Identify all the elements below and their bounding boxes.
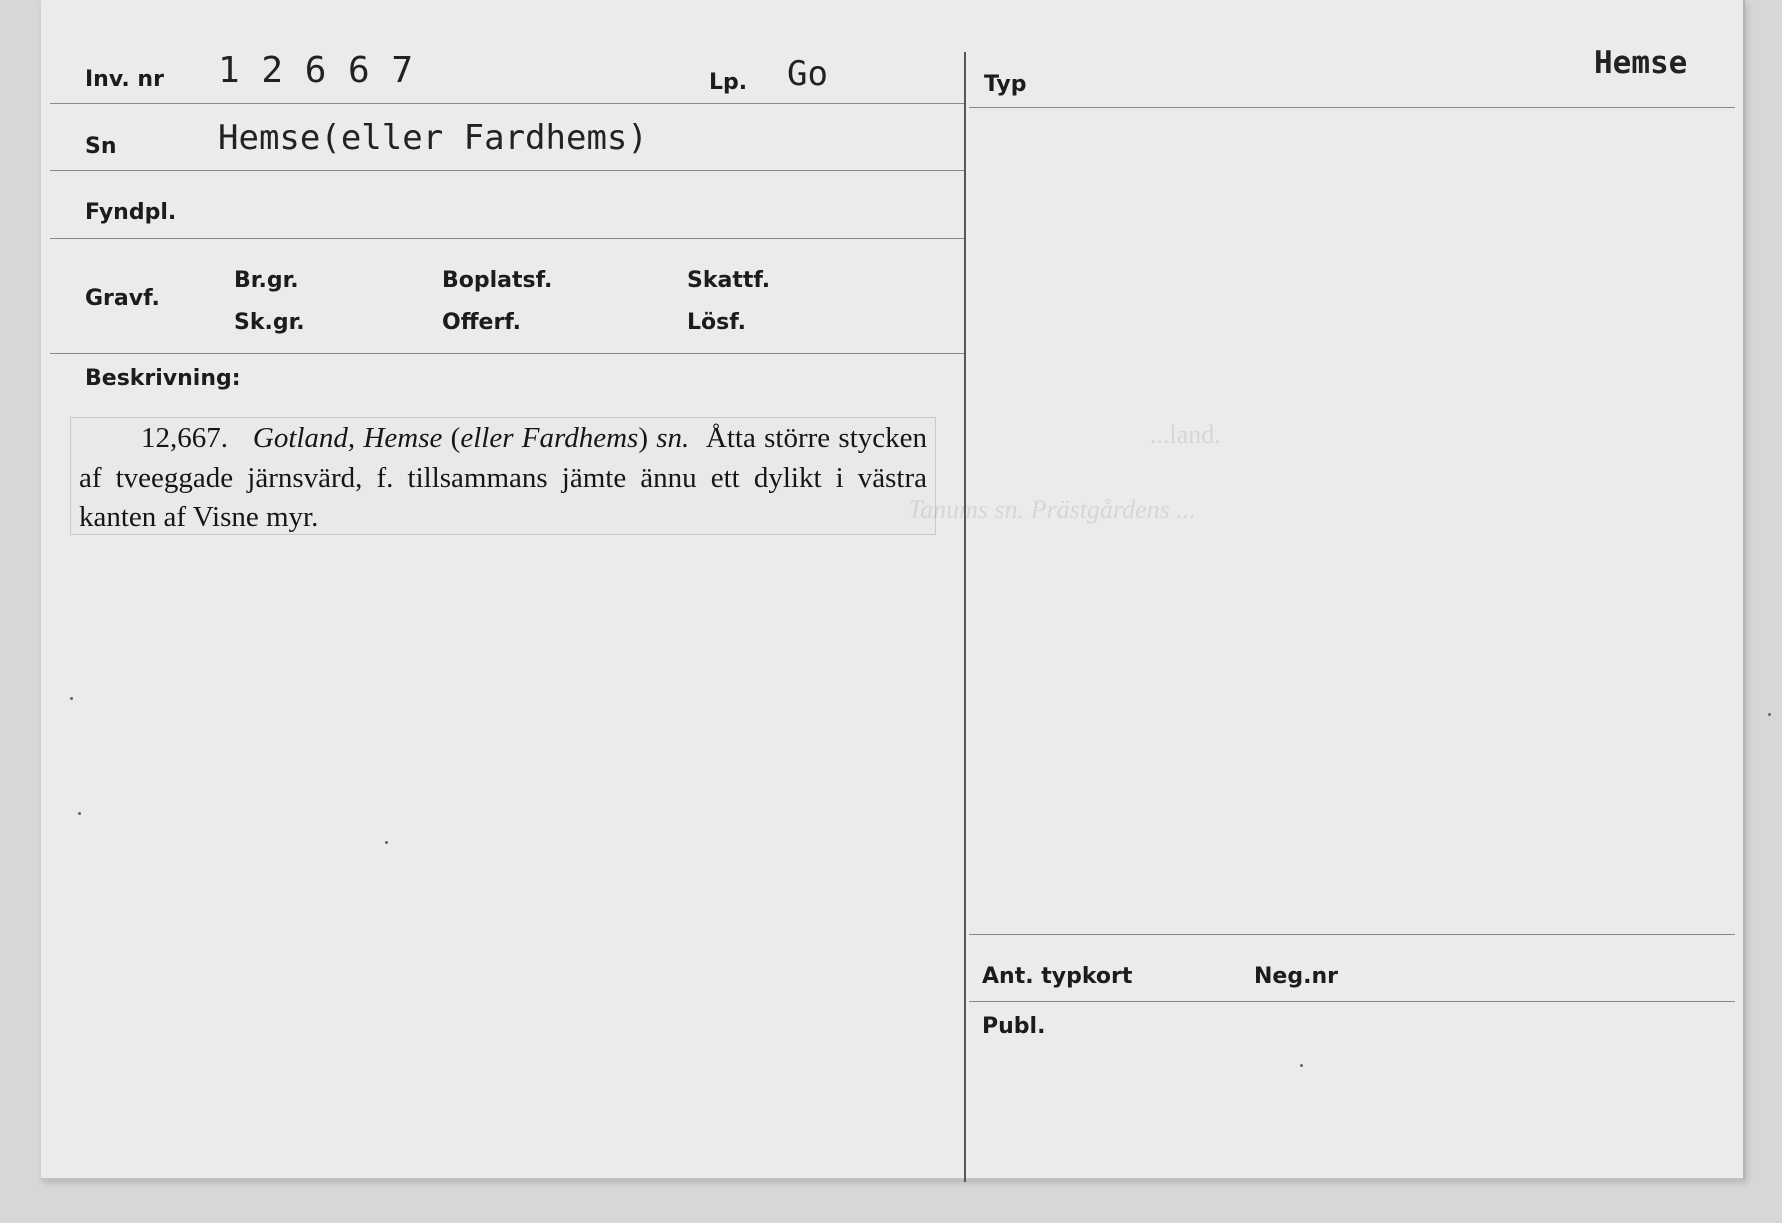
dust-speck (70, 697, 73, 700)
typ-label: Typ (984, 72, 1027, 97)
corner-note: Hemse (1594, 45, 1688, 81)
rule-left-1 (50, 103, 964, 104)
description-text: 12,667. Gotland, Hemse (eller Fardhems) sn. Åtta större stycken af tveeggade järnsvärd, f. tillsammans jämte ännu ett dylikt i västra kanten af Visne myr. (79, 419, 927, 538)
beskrivning-label: Beskrivning: (85, 366, 241, 391)
losf-label: Lösf. (687, 310, 746, 335)
description-place: Gotland, Hemse (252, 422, 443, 454)
description-sn: sn. (656, 422, 690, 454)
inv-nr-label: Inv. nr (85, 67, 164, 92)
boplatsf-label: Boplatsf. (442, 268, 553, 293)
ant-typkort-label: Ant. typkort (982, 964, 1133, 989)
inv-nr-value: 1 2 6 6 7 (218, 50, 414, 91)
negnr-label: Neg.nr (1254, 964, 1338, 989)
rule-left-3 (50, 238, 964, 239)
lp-value: Go (787, 54, 828, 94)
column-divider (964, 52, 966, 1182)
skgr-label: Sk.gr. (234, 310, 305, 335)
brgr-label: Br.gr. (234, 268, 299, 293)
description-alt-parish: eller Fardhems (460, 422, 639, 454)
gravf-label: Gravf. (85, 286, 160, 311)
sn-label: Sn (85, 134, 117, 159)
bleed-through-2: Tanums sn. Prästgårdens ... (908, 495, 1196, 524)
skattf-label: Skattf. (687, 268, 771, 293)
description-number: 12,667. (141, 422, 228, 454)
rule-right-1 (969, 107, 1735, 108)
dust-speck (385, 841, 388, 844)
rule-right-3 (969, 1001, 1735, 1002)
rule-left-2 (50, 170, 964, 171)
rule-right-2 (969, 934, 1735, 935)
dust-speck (78, 812, 81, 815)
bleed-through-1: ...land. (1150, 420, 1221, 449)
lp-label: Lp. (709, 70, 748, 95)
sn-value: Hemse(eller Fardhems) (218, 118, 648, 158)
publ-label: Publ. (982, 1014, 1046, 1039)
offerf-label: Offerf. (442, 310, 522, 335)
catalog-card (41, 0, 1745, 1180)
rule-left-4 (50, 353, 964, 354)
fyndpl-label: Fyndpl. (85, 200, 177, 225)
dust-speck (1768, 713, 1771, 716)
dust-speck (1300, 1064, 1303, 1067)
description-body: Åtta större stycken af tveeggade järnsvärd, f. tillsammans jämte ännu ett dylikt i västra kanten af Visne myr. (79, 422, 928, 533)
